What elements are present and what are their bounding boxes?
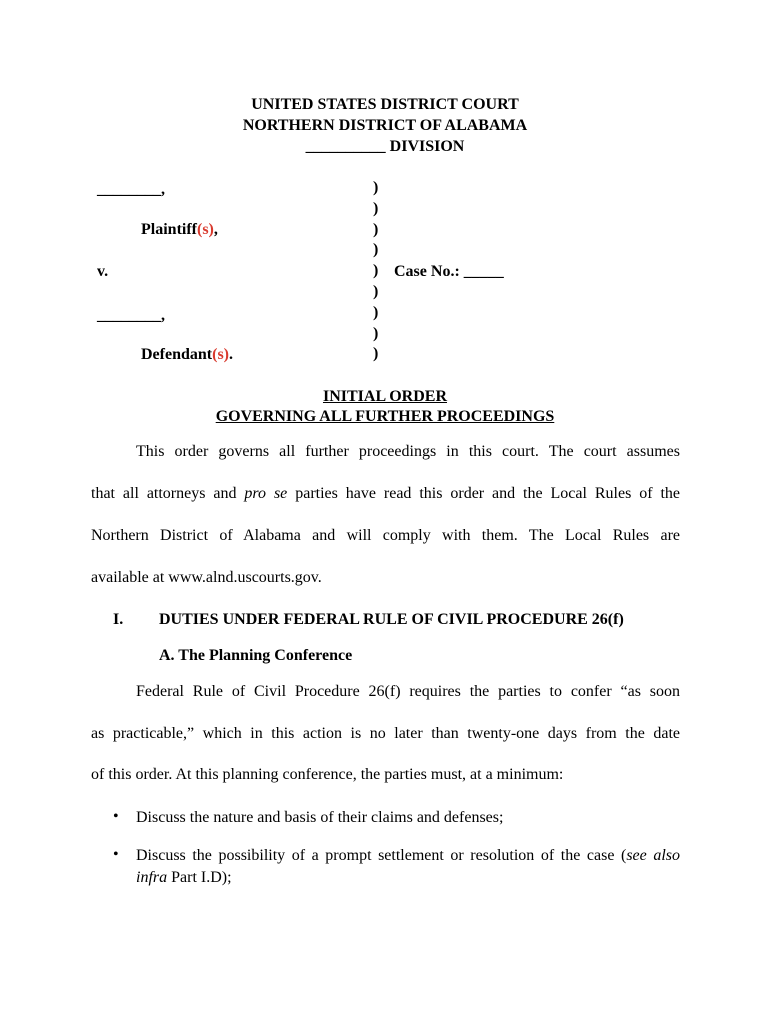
intro-line: available at www.alnd.uscourts.gov. <box>91 569 322 586</box>
case-number: Case No.: _____ <box>394 263 504 280</box>
court-name: UNITED STATES DISTRICT COURT <box>251 96 519 113</box>
order-title: INITIAL ORDER <box>322 388 448 405</box>
paren: ) <box>373 324 379 342</box>
bullet-text: Discuss the possibility of a prompt settlement or resolution of the case ( <box>136 847 627 864</box>
bullet-text: Part I.D); <box>167 869 232 886</box>
caption-parentheses <box>373 178 378 365</box>
district-name: NORTHERN DISTRICT OF ALABAMA <box>242 117 528 134</box>
intro-line: This order governs all further proceedings in this court. The court assumes <box>136 443 680 460</box>
bullet-icon: • <box>113 846 119 863</box>
intro-line: Northern District of Alabama and will comply with them. The Local Rules are <box>91 527 680 544</box>
paragraph-line: Federal Rule of Civil Procedure 26(f) requires the parties to confer “as soon <box>136 683 680 700</box>
plaintiff-label <box>141 220 218 240</box>
intro-text: parties have read this order and the Local Rules of the <box>287 485 681 502</box>
paren: ) <box>373 199 379 217</box>
paren: ) <box>373 282 379 300</box>
defendant-plural-marker: (s) <box>212 346 229 363</box>
section-heading: DUTIES UNDER FEDERAL RULE OF CIVIL PROCEDURE 26(f) <box>159 611 624 628</box>
order-subtitle: GOVERNING ALL FURTHER PROCEEDINGS <box>215 408 555 425</box>
paren: ) <box>373 241 379 259</box>
plaintiff-word: Plaintiff <box>141 221 197 238</box>
defendant-word: Defendant <box>141 346 213 363</box>
plaintiff-blank: ________, <box>97 181 165 198</box>
intro-line <box>91 485 680 503</box>
plaintiff-comma: , <box>213 221 218 238</box>
paren: ) <box>373 303 379 321</box>
bullet-item: Discuss the nature and basis of their claims and defenses; <box>136 809 504 826</box>
bullet-icon: • <box>113 808 119 825</box>
paren: ) <box>373 179 379 196</box>
defendant-label <box>141 345 233 365</box>
paren: ) <box>373 262 379 280</box>
bullet-italic-text: see also infra <box>136 847 681 886</box>
division-line: __________ DIVISION <box>305 138 465 155</box>
paragraph-line: of this order. At this planning conference, the parties must, at a minimum: <box>91 766 564 783</box>
intro-italic-text: pro se <box>244 485 288 502</box>
paren: ) <box>373 220 379 238</box>
defendant-blank: ________, <box>97 307 165 324</box>
paren: ) <box>373 345 379 363</box>
defendant-period: . <box>229 346 233 363</box>
plaintiff-plural-marker: (s) <box>197 221 214 238</box>
subsection-heading: A. The Planning Conference <box>159 647 353 664</box>
versus-label: v. <box>97 263 109 280</box>
paragraph-line: as practicable,” which in this action is no later than twenty-one days from the date <box>91 725 680 742</box>
section-number: I. <box>113 611 124 628</box>
bullet-item <box>136 845 680 889</box>
intro-text: that all attorneys and <box>91 485 245 502</box>
